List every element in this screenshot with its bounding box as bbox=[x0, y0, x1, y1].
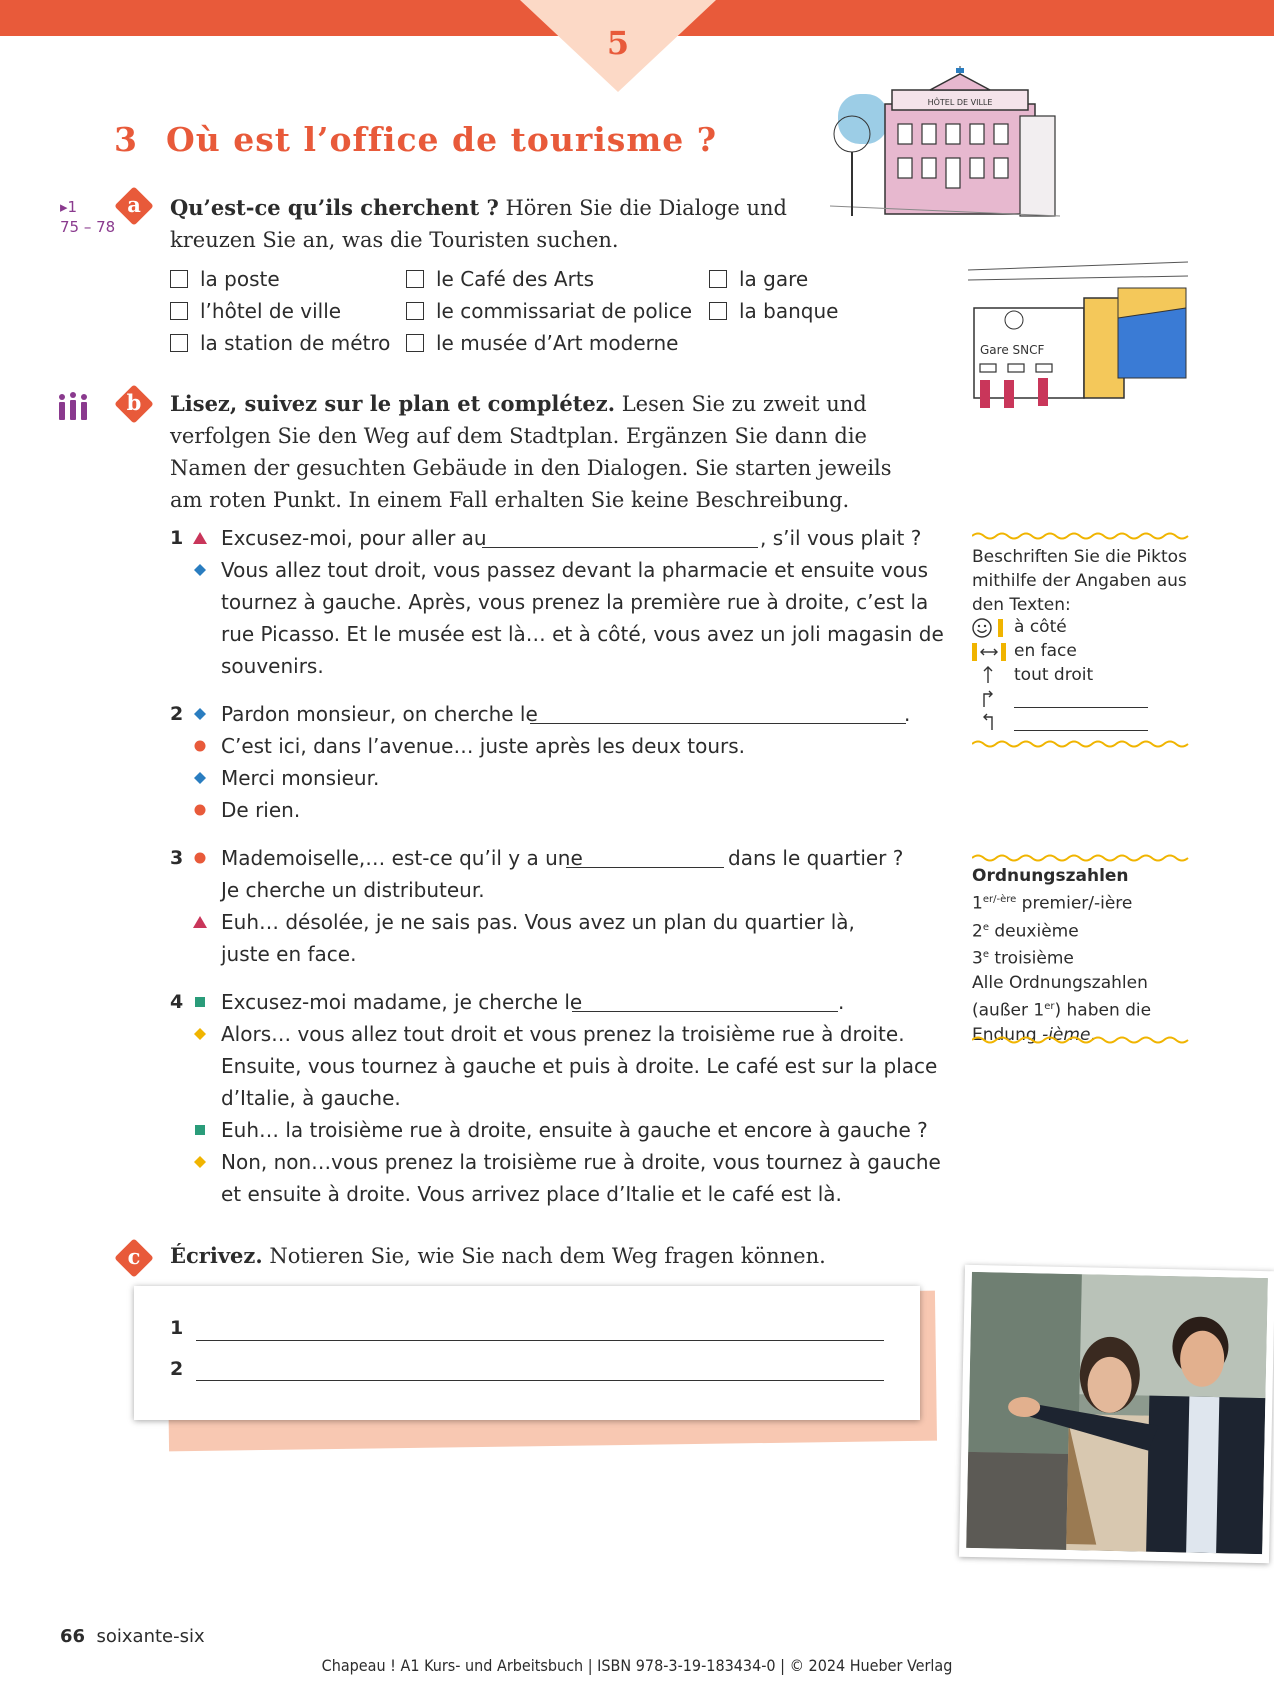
checkbox-cafe-des-arts[interactable]: le Café des Arts bbox=[406, 266, 594, 292]
pikto-a-cote: à côté bbox=[1014, 617, 1067, 637]
dialog-2-line-1a: Pardon monsieur, on cherche le bbox=[221, 702, 538, 726]
yellow-diamond-speaker-icon bbox=[193, 1146, 207, 1178]
dialog-2-number: 2 bbox=[170, 703, 184, 725]
en-face-icon bbox=[972, 641, 1008, 663]
tourists-photo bbox=[966, 1272, 1268, 1554]
dialog-2-line-1b: . bbox=[904, 702, 911, 726]
pikto-tout-droit: tout droit bbox=[1014, 665, 1094, 685]
checkbox-la-banque[interactable]: la banque bbox=[709, 298, 838, 324]
wavy-divider bbox=[972, 853, 1190, 863]
triangle-speaker-icon bbox=[193, 522, 207, 554]
ordinals-box: Ordnungszahlen $1^{er/-ère}$ premier/-ière 2e deuxième 3e troisième Alle Ordnungszahlen (außer 1er) haben die Endung -ième. bbox=[972, 864, 1190, 1047]
task-c-badge: c bbox=[114, 1238, 154, 1278]
chapter-number: 5 bbox=[606, 24, 630, 62]
task-a-badge: a bbox=[114, 186, 154, 226]
dialog-4-line-5: Euh… la troisième rue à droite, ensuite à gauche et encore à gauche ? bbox=[221, 1118, 928, 1142]
hotel-de-ville-illustration bbox=[830, 66, 1060, 241]
dialog-2-line-4: De rien. bbox=[221, 798, 301, 822]
smiley-a-cote-icon bbox=[972, 617, 1008, 639]
write-line-2[interactable] bbox=[196, 1380, 884, 1381]
dialog-4-blank[interactable] bbox=[572, 1011, 838, 1012]
task-a-instruction: Qu’est-ce qu’ils cherchent ? Hören Sie die Dialoge und kreuzen Sie an, was die Touristen suchen. bbox=[170, 195, 788, 252]
square-speaker-icon bbox=[193, 986, 207, 1018]
dialog-2-line-3: Merci monsieur. bbox=[221, 766, 380, 790]
dialog-2-blank[interactable] bbox=[530, 723, 906, 724]
dialog-4-number: 4 bbox=[170, 991, 184, 1013]
circle-speaker-icon bbox=[193, 730, 207, 762]
pikto-right-blank[interactable] bbox=[1014, 707, 1148, 708]
arrow-up-icon bbox=[980, 663, 996, 685]
dialog-1-line-1b: , s’il vous plait ? bbox=[760, 526, 922, 550]
gare-sign: Gare SNCF bbox=[980, 343, 1045, 357]
dialog-1-line-1a: Excusez-moi, pour aller au bbox=[221, 526, 487, 550]
dialog-1-blank[interactable] bbox=[482, 547, 758, 548]
write-line-2-number: 2 bbox=[170, 1358, 184, 1380]
write-line-1[interactable] bbox=[196, 1340, 884, 1341]
turn-left-icon bbox=[980, 710, 996, 732]
turn-right-icon bbox=[980, 687, 996, 709]
dialog-3-number: 3 bbox=[170, 847, 184, 869]
dialog-3-reply: Euh… désolée, je ne sais pas. Vous avez un plan du quartier là, juste en face. bbox=[221, 910, 855, 966]
audio-track-ref: ▸1 75 – 78 bbox=[60, 198, 116, 236]
checkbox-la-gare[interactable]: la gare bbox=[709, 266, 808, 292]
circle-speaker-icon bbox=[193, 794, 207, 826]
dialog-4-line-1b: . bbox=[838, 990, 845, 1014]
triangle-speaker-icon bbox=[193, 906, 207, 938]
checkbox-hotel-de-ville[interactable]: l’hôtel de ville bbox=[170, 298, 341, 324]
writing-card bbox=[134, 1286, 920, 1420]
wavy-divider bbox=[972, 1035, 1190, 1045]
diamond-speaker-icon bbox=[193, 698, 207, 730]
dialog-3-line-1b: dans le quartier ? bbox=[728, 846, 904, 870]
photo-frame bbox=[959, 1265, 1274, 1563]
task-c-instruction: Écrivez. Notieren Sie, wie Sie nach dem Weg fragen können. bbox=[170, 1243, 826, 1268]
wavy-divider bbox=[972, 531, 1190, 541]
dialog-1-number: 1 bbox=[170, 527, 184, 549]
wavy-divider bbox=[972, 739, 1190, 749]
pikto-en-face: en face bbox=[1014, 641, 1077, 661]
checkbox-station-de-metro[interactable]: la station de métro bbox=[170, 330, 390, 356]
dialog-3-blank[interactable] bbox=[566, 867, 724, 868]
write-line-1-number: 1 bbox=[170, 1317, 184, 1339]
pair-work-icon bbox=[58, 392, 88, 422]
dialog-4-line-1a: Excusez-moi madame, je cherche le bbox=[221, 990, 583, 1014]
dialog-3-line-2: Je cherche un distributeur. bbox=[221, 878, 485, 902]
footer-credit: Chapeau ! A1 Kurs- und Arbeitsbuch | ISBN 978-3-19-183434-0 | © 2024 Hueber Verlag bbox=[321, 1656, 953, 1675]
gare-sncf-illustration bbox=[968, 258, 1188, 418]
yellow-diamond-speaker-icon bbox=[193, 1018, 207, 1050]
page-number: 66 soixante-six bbox=[60, 1626, 205, 1647]
pikto-left-blank[interactable] bbox=[1014, 730, 1148, 731]
square-speaker-icon bbox=[193, 1114, 207, 1146]
diamond-speaker-icon bbox=[193, 762, 207, 794]
hotel-sign: HÔTEL DE VILLE bbox=[927, 98, 993, 107]
section-title: 3 Où est l’office de tourisme ? bbox=[114, 120, 718, 159]
task-b-badge: b bbox=[114, 384, 154, 424]
circle-speaker-icon bbox=[193, 842, 207, 874]
checkbox-commissariat[interactable]: le commissariat de police bbox=[406, 298, 692, 324]
task-b-instruction: Lisez, suivez sur le plan et complétez. Lesen Sie zu zweit und verfolgen Sie den Weg auf dem Stadtplan. Ergänzen Sie dann die Namen der gesuchten Gebäude in den Dialogen. Sie starten jeweils am roten Punkt. In einem Fall erhalten Sie keine Beschreibung. bbox=[170, 391, 892, 512]
pikto-instructions: Beschriften Sie die Piktos mithilfe der Angaben aus den Texten: bbox=[972, 547, 1187, 615]
dialog-4-reply-1: Alors… vous allez tout droit et vous prenez la troisième rue à droite. Ensuite, vous tournez à gauche et puis à droite. Le café est sur la place d’Italie, à gauche. bbox=[221, 1022, 938, 1110]
diamond-speaker-icon bbox=[193, 554, 207, 586]
checkbox-musee[interactable]: le musée d’Art moderne bbox=[406, 330, 679, 356]
ordinals-heading: Ordnungszahlen bbox=[972, 866, 1129, 886]
checkbox-la-poste[interactable]: la poste bbox=[170, 266, 280, 292]
dialog-1-reply: Vous allez tout droit, vous passez devant la pharmacie et ensuite vous tournez à gauche. Après, vous prenez la première rue à droite, c’est la rue Picasso. Et le musée est là… et à côté, vous avez un joli magasin de souvenirs. bbox=[221, 558, 944, 678]
dialog-4-reply-2: Non, non…vous prenez la troisième rue à droite, vous tournez à gauche et ensuite à droite. Vous arrivez place d’Italie et le café est là. bbox=[221, 1150, 941, 1206]
dialog-2-line-2: C’est ici, dans l’avenue… juste après les deux tours. bbox=[221, 734, 746, 758]
dialog-3-line-1a: Mademoiselle,… est-ce qu’il y a une bbox=[221, 846, 583, 870]
